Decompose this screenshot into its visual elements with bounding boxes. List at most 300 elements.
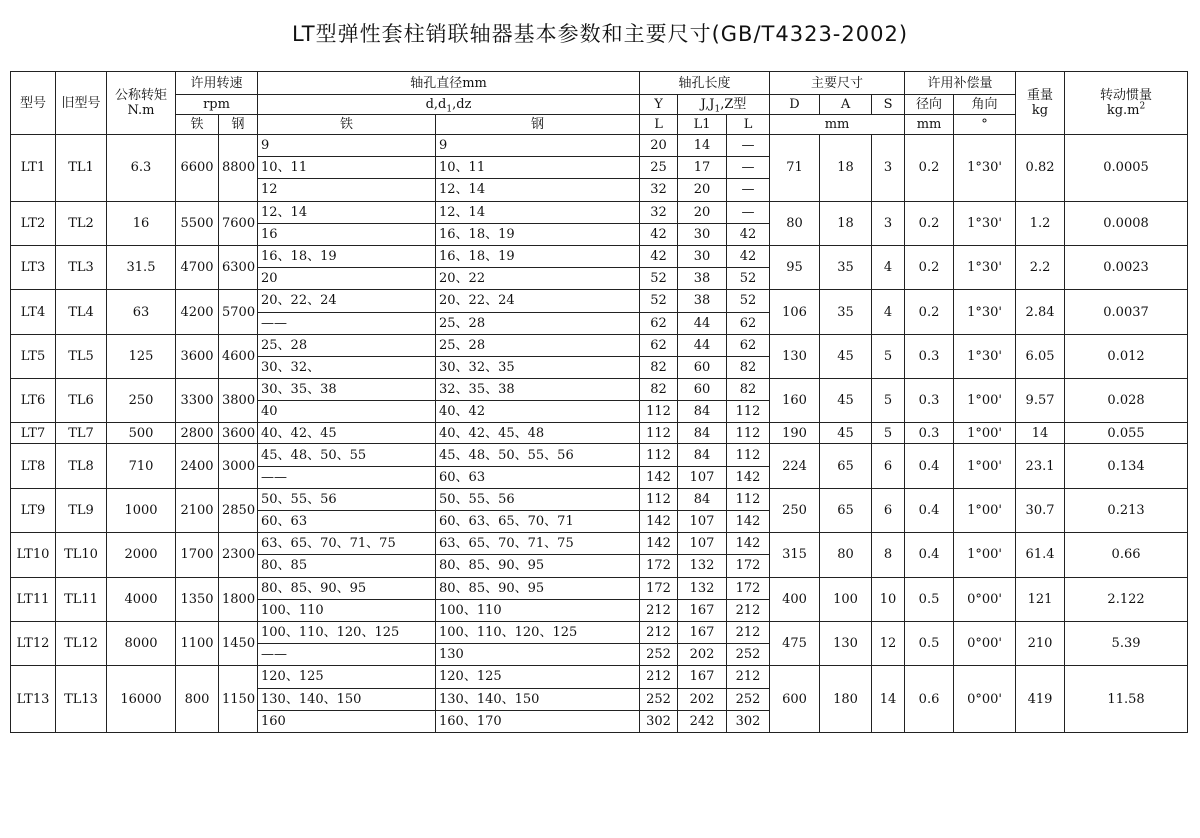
cell-model: LT13 <box>11 666 56 733</box>
cell-weight: 1.2 <box>1016 201 1065 245</box>
cell-torque: 6.3 <box>107 135 176 202</box>
cell-weight: 2.84 <box>1016 290 1065 334</box>
cell-length-l: 142 <box>727 511 770 533</box>
cell-length-y: 82 <box>640 379 678 401</box>
cell-old-model: TL10 <box>56 533 107 577</box>
cell-length-j: 60 <box>678 356 727 378</box>
cell-length-j: 167 <box>678 621 727 643</box>
cell-dim-s: 12 <box>872 621 905 665</box>
cell-bore-iron: 30、35、38 <box>258 379 436 401</box>
cell-inertia: 0.66 <box>1065 533 1188 577</box>
cell-angular: 1°00' <box>954 488 1016 532</box>
cell-old-model: TL8 <box>56 444 107 488</box>
cell-inertia: 0.0023 <box>1065 245 1188 289</box>
cell-radial: 0.6 <box>905 666 954 733</box>
cell-dim-s: 5 <box>872 334 905 378</box>
cell-bore-steel: 25、28 <box>436 334 640 356</box>
cell-bore-steel: 40、42、45、48 <box>436 423 640 444</box>
cell-weight: 30.7 <box>1016 488 1065 532</box>
cell-bore-iron: 100、110、120、125 <box>258 621 436 643</box>
cell-length-l: 142 <box>727 533 770 555</box>
cell-bore-iron: 9 <box>258 135 436 157</box>
cell-old-model: TL7 <box>56 423 107 444</box>
cell-bore-iron: 30、32、 <box>258 356 436 378</box>
cell-angular: 0°00' <box>954 577 1016 621</box>
cell-bore-iron: 50、55、56 <box>258 488 436 510</box>
cell-dim-d: 95 <box>770 245 820 289</box>
cell-inertia: 0.0005 <box>1065 135 1188 202</box>
cell-speed-steel: 5700 <box>219 290 258 334</box>
table-row <box>11 666 1188 688</box>
cell-dim-s: 5 <box>872 379 905 423</box>
cell-length-y: 42 <box>640 245 678 267</box>
cell-weight: 419 <box>1016 666 1065 733</box>
cell-angular: 1°30' <box>954 290 1016 334</box>
cell-speed-iron: 1700 <box>176 533 219 577</box>
cell-torque: 1000 <box>107 488 176 532</box>
cell-bore-steel: 100、110、120、125 <box>436 621 640 643</box>
cell-bore-steel: 60、63、65、70、71 <box>436 511 640 533</box>
cell-radial: 0.2 <box>905 135 954 202</box>
cell-bore-steel: 100、110 <box>436 599 640 621</box>
cell-dim-s: 6 <box>872 488 905 532</box>
cell-length-l: — <box>727 201 770 223</box>
cell-speed-iron: 3300 <box>176 379 219 423</box>
cell-model: LT2 <box>11 201 56 245</box>
cell-bore-steel: 160、170 <box>436 710 640 732</box>
cell-inertia: 5.39 <box>1065 621 1188 665</box>
cell-old-model: TL9 <box>56 488 107 532</box>
cell-length-l: 212 <box>727 599 770 621</box>
table-row <box>11 444 1188 466</box>
cell-speed-steel: 2850 <box>219 488 258 532</box>
header-model: 型号 <box>11 72 56 135</box>
cell-inertia: 11.58 <box>1065 666 1188 733</box>
cell-dim-a: 65 <box>820 488 872 532</box>
cell-dim-d: 475 <box>770 621 820 665</box>
cell-length-j: 132 <box>678 555 727 577</box>
cell-length-l: 172 <box>727 555 770 577</box>
cell-dim-d: 130 <box>770 334 820 378</box>
cell-model: LT9 <box>11 488 56 532</box>
cell-dim-s: 6 <box>872 444 905 488</box>
cell-old-model: TL1 <box>56 135 107 202</box>
cell-dim-d: 80 <box>770 201 820 245</box>
cell-speed-steel: 1800 <box>219 577 258 621</box>
cell-torque: 16 <box>107 201 176 245</box>
cell-torque: 250 <box>107 379 176 423</box>
cell-bore-iron: 80、85 <box>258 555 436 577</box>
cell-old-model: TL12 <box>56 621 107 665</box>
header-len-l-y: L <box>640 115 678 135</box>
header-inertia-unit: $kg.m^2$ <box>1106 101 1146 118</box>
table-row <box>11 290 1188 312</box>
cell-length-l: 112 <box>727 488 770 510</box>
cell-length-l: 252 <box>727 644 770 666</box>
cell-old-model: TL2 <box>56 201 107 245</box>
header-len-l1: L1 <box>678 115 727 135</box>
cell-length-y: 112 <box>640 444 678 466</box>
cell-model: LT6 <box>11 379 56 423</box>
table-body <box>11 135 1188 733</box>
cell-speed-steel: 7600 <box>219 201 258 245</box>
cell-radial: 0.4 <box>905 488 954 532</box>
cell-bore-iron: 80、85、90、95 <box>258 577 436 599</box>
cell-old-model: TL5 <box>56 334 107 378</box>
cell-length-l: 172 <box>727 577 770 599</box>
cell-length-l: 42 <box>727 223 770 245</box>
cell-length-y: 82 <box>640 356 678 378</box>
cell-length-j: 242 <box>678 710 727 732</box>
cell-torque: 16000 <box>107 666 176 733</box>
coupling-spec-table <box>10 71 1188 733</box>
cell-torque: 4000 <box>107 577 176 621</box>
header-angular-unit: ° <box>954 115 1016 135</box>
header-weight <box>1016 72 1065 135</box>
cell-dim-s: 4 <box>872 245 905 289</box>
cell-old-model: TL6 <box>56 379 107 423</box>
cell-speed-iron: 800 <box>176 666 219 733</box>
cell-speed-iron: 2100 <box>176 488 219 532</box>
cell-length-l: 112 <box>727 444 770 466</box>
header-dims-unit: mm <box>770 115 905 135</box>
header-speed-unit: rpm <box>176 95 258 115</box>
header-len-l-z: L <box>727 115 770 135</box>
cell-speed-iron: 5500 <box>176 201 219 245</box>
cell-length-y: 142 <box>640 466 678 488</box>
cell-torque: 31.5 <box>107 245 176 289</box>
cell-weight: 2.2 <box>1016 245 1065 289</box>
cell-dim-a: 45 <box>820 379 872 423</box>
cell-length-j: 38 <box>678 268 727 290</box>
cell-dim-a: 35 <box>820 290 872 334</box>
cell-length-l: 212 <box>727 621 770 643</box>
cell-length-y: 42 <box>640 223 678 245</box>
cell-length-j: 17 <box>678 157 727 179</box>
cell-model: LT11 <box>11 577 56 621</box>
cell-bore-iron: 10、11 <box>258 157 436 179</box>
cell-length-y: 52 <box>640 290 678 312</box>
header-bore-symbols: $d,d_1,dz$ <box>258 95 640 115</box>
cell-model: LT4 <box>11 290 56 334</box>
cell-dim-a: 45 <box>820 423 872 444</box>
cell-dim-d: 400 <box>770 577 820 621</box>
cell-weight: 121 <box>1016 577 1065 621</box>
header-radial-unit: mm <box>905 115 954 135</box>
cell-dim-a: 18 <box>820 135 872 202</box>
table-row <box>11 577 1188 599</box>
cell-dim-d: 600 <box>770 666 820 733</box>
cell-length-y: 212 <box>640 666 678 688</box>
cell-speed-steel: 2300 <box>219 533 258 577</box>
cell-length-y: 62 <box>640 312 678 334</box>
cell-bore-steel: 16、18、19 <box>436 245 640 267</box>
cell-model: LT7 <box>11 423 56 444</box>
cell-weight: 61.4 <box>1016 533 1065 577</box>
cell-speed-iron: 2400 <box>176 444 219 488</box>
cell-dim-a: 18 <box>820 201 872 245</box>
cell-length-y: 62 <box>640 334 678 356</box>
cell-speed-steel: 3600 <box>219 423 258 444</box>
cell-dim-s: 3 <box>872 135 905 202</box>
cell-radial: 0.2 <box>905 290 954 334</box>
cell-inertia: 2.122 <box>1065 577 1188 621</box>
header-bore-diameter: 轴孔直径mm <box>258 72 640 95</box>
cell-dim-s: 4 <box>872 290 905 334</box>
cell-length-y: 252 <box>640 644 678 666</box>
header-speed-iron: 铁 <box>176 115 219 135</box>
header-old-model: 旧型号 <box>56 72 107 135</box>
cell-speed-iron: 6600 <box>176 135 219 202</box>
cell-old-model: TL13 <box>56 666 107 733</box>
cell-bore-iron: 60、63 <box>258 511 436 533</box>
cell-length-j: 107 <box>678 466 727 488</box>
cell-bore-iron: 16、18、19 <box>258 245 436 267</box>
table-row <box>11 135 1188 157</box>
header-bore-steel: 钢 <box>436 115 640 135</box>
cell-bore-iron: 20 <box>258 268 436 290</box>
cell-bore-iron: —— <box>258 312 436 334</box>
cell-speed-iron: 4200 <box>176 290 219 334</box>
cell-angular: 1°00' <box>954 423 1016 444</box>
cell-length-l: 112 <box>727 423 770 444</box>
cell-length-y: 20 <box>640 135 678 157</box>
header-weight-unit: kg <box>1031 103 1049 118</box>
table-header <box>11 72 1188 135</box>
header-main-dims: 主要尺寸 <box>770 72 905 95</box>
cell-length-j: 132 <box>678 577 727 599</box>
cell-length-y: 212 <box>640 599 678 621</box>
cell-dim-a: 180 <box>820 666 872 733</box>
cell-dim-d: 106 <box>770 290 820 334</box>
header-inertia-label: 转动惯量 <box>1100 88 1153 103</box>
cell-length-y: 142 <box>640 511 678 533</box>
cell-length-l: 252 <box>727 688 770 710</box>
cell-dim-a: 65 <box>820 444 872 488</box>
cell-speed-steel: 3000 <box>219 444 258 488</box>
header-len-j: $J,J_1,Z$型 <box>678 95 770 115</box>
cell-bore-steel: 32、35、38 <box>436 379 640 401</box>
cell-dim-d: 160 <box>770 379 820 423</box>
cell-length-l: 52 <box>727 290 770 312</box>
cell-angular: 1°30' <box>954 201 1016 245</box>
cell-model: LT10 <box>11 533 56 577</box>
cell-bore-iron: 20、22、24 <box>258 290 436 312</box>
cell-length-y: 142 <box>640 533 678 555</box>
cell-bore-steel: 80、85、90、95 <box>436 577 640 599</box>
cell-angular: 0°00' <box>954 621 1016 665</box>
cell-length-j: 44 <box>678 334 727 356</box>
cell-length-j: 30 <box>678 223 727 245</box>
table-row <box>11 423 1188 444</box>
cell-speed-iron: 2800 <box>176 423 219 444</box>
cell-length-y: 212 <box>640 621 678 643</box>
cell-length-j: 14 <box>678 135 727 157</box>
cell-length-l: 62 <box>727 334 770 356</box>
cell-angular: 1°00' <box>954 533 1016 577</box>
header-dim-s: S <box>872 95 905 115</box>
cell-radial: 0.2 <box>905 245 954 289</box>
cell-length-l: 142 <box>727 466 770 488</box>
cell-length-y: 52 <box>640 268 678 290</box>
cell-dim-a: 100 <box>820 577 872 621</box>
header-bore-iron: 铁 <box>258 115 436 135</box>
cell-bore-iron: 160 <box>258 710 436 732</box>
cell-angular: 1°30' <box>954 135 1016 202</box>
header-dim-a: A <box>820 95 872 115</box>
header-speed: 许用转速 <box>176 72 258 95</box>
cell-weight: 210 <box>1016 621 1065 665</box>
cell-bore-steel: 12、14 <box>436 201 640 223</box>
cell-radial: 0.5 <box>905 621 954 665</box>
cell-torque: 500 <box>107 423 176 444</box>
cell-bore-iron: 25、28 <box>258 334 436 356</box>
table-row <box>11 201 1188 223</box>
cell-inertia: 0.055 <box>1065 423 1188 444</box>
cell-length-y: 112 <box>640 401 678 423</box>
cell-dim-a: 45 <box>820 334 872 378</box>
cell-dim-d: 71 <box>770 135 820 202</box>
cell-bore-iron: 63、65、70、71、75 <box>258 533 436 555</box>
cell-length-l: 52 <box>727 268 770 290</box>
cell-length-j: 20 <box>678 179 727 201</box>
cell-length-y: 112 <box>640 423 678 444</box>
cell-length-j: 84 <box>678 444 727 466</box>
cell-radial: 0.2 <box>905 201 954 245</box>
header-dim-d: D <box>770 95 820 115</box>
cell-torque: 125 <box>107 334 176 378</box>
cell-dim-d: 190 <box>770 423 820 444</box>
cell-dim-s: 10 <box>872 577 905 621</box>
table-row <box>11 334 1188 356</box>
cell-inertia: 0.0037 <box>1065 290 1188 334</box>
document-title: LT型弹性套柱销联轴器基本参数和主要尺寸(GB/T4323-2002) <box>291 22 909 46</box>
cell-length-j: 44 <box>678 312 727 334</box>
cell-length-l: 112 <box>727 401 770 423</box>
cell-bore-iron: —— <box>258 466 436 488</box>
cell-old-model: TL11 <box>56 577 107 621</box>
cell-bore-steel: 12、14 <box>436 179 640 201</box>
cell-radial: 0.5 <box>905 577 954 621</box>
cell-inertia: 0.213 <box>1065 488 1188 532</box>
cell-model: LT8 <box>11 444 56 488</box>
cell-length-j: 202 <box>678 688 727 710</box>
cell-dim-d: 315 <box>770 533 820 577</box>
cell-bore-steel: 130、140、150 <box>436 688 640 710</box>
cell-length-j: 167 <box>678 666 727 688</box>
cell-length-l: — <box>727 135 770 157</box>
header-torque: 公称转矩N.m <box>107 72 176 135</box>
cell-length-j: 60 <box>678 379 727 401</box>
cell-torque: 2000 <box>107 533 176 577</box>
cell-bore-steel: 20、22 <box>436 268 640 290</box>
cell-weight: 9.57 <box>1016 379 1065 423</box>
cell-bore-iron: —— <box>258 644 436 666</box>
header-angular: 角向 <box>954 95 1016 115</box>
table-row <box>11 621 1188 643</box>
cell-model: LT3 <box>11 245 56 289</box>
cell-length-l: — <box>727 157 770 179</box>
cell-dim-d: 250 <box>770 488 820 532</box>
header-inertia <box>1065 72 1188 135</box>
cell-radial: 0.4 <box>905 533 954 577</box>
cell-model: LT5 <box>11 334 56 378</box>
cell-bore-iron: 100、110 <box>258 599 436 621</box>
cell-bore-steel: 130 <box>436 644 640 666</box>
cell-length-y: 25 <box>640 157 678 179</box>
cell-speed-steel: 1150 <box>219 666 258 733</box>
cell-dim-a: 130 <box>820 621 872 665</box>
cell-old-model: TL4 <box>56 290 107 334</box>
cell-weight: 14 <box>1016 423 1065 444</box>
cell-length-j: 20 <box>678 201 727 223</box>
cell-radial: 0.3 <box>905 334 954 378</box>
cell-radial: 0.3 <box>905 423 954 444</box>
cell-bore-steel: 20、22、24 <box>436 290 640 312</box>
cell-length-l: — <box>727 179 770 201</box>
cell-inertia: 0.012 <box>1065 334 1188 378</box>
cell-radial: 0.3 <box>905 379 954 423</box>
cell-bore-iron: 40、42、45 <box>258 423 436 444</box>
cell-inertia: 0.0008 <box>1065 201 1188 245</box>
cell-length-l: 82 <box>727 356 770 378</box>
cell-torque: 8000 <box>107 621 176 665</box>
cell-old-model: TL3 <box>56 245 107 289</box>
cell-weight: 23.1 <box>1016 444 1065 488</box>
cell-angular: 1°30' <box>954 334 1016 378</box>
cell-bore-steel: 9 <box>436 135 640 157</box>
cell-length-y: 172 <box>640 577 678 599</box>
cell-weight: 6.05 <box>1016 334 1065 378</box>
cell-bore-steel: 16、18、19 <box>436 223 640 245</box>
cell-length-y: 32 <box>640 201 678 223</box>
cell-bore-steel: 60、63 <box>436 466 640 488</box>
cell-angular: 0°00' <box>954 666 1016 733</box>
cell-length-j: 167 <box>678 599 727 621</box>
cell-length-l: 62 <box>727 312 770 334</box>
cell-dim-s: 14 <box>872 666 905 733</box>
cell-speed-iron: 4700 <box>176 245 219 289</box>
cell-speed-steel: 1450 <box>219 621 258 665</box>
cell-length-y: 252 <box>640 688 678 710</box>
cell-bore-iron: 12、14 <box>258 201 436 223</box>
cell-dim-s: 5 <box>872 423 905 444</box>
cell-speed-steel: 8800 <box>219 135 258 202</box>
cell-bore-steel: 25、28 <box>436 312 640 334</box>
cell-length-j: 30 <box>678 245 727 267</box>
cell-bore-steel: 63、65、70、71、75 <box>436 533 640 555</box>
cell-length-j: 38 <box>678 290 727 312</box>
table-row <box>11 488 1188 510</box>
cell-bore-steel: 40、42 <box>436 401 640 423</box>
header-weight-label: 重量 <box>1027 88 1054 103</box>
cell-bore-steel: 120、125 <box>436 666 640 688</box>
cell-weight: 0.82 <box>1016 135 1065 202</box>
cell-bore-iron: 40 <box>258 401 436 423</box>
cell-bore-steel: 50、55、56 <box>436 488 640 510</box>
cell-dim-a: 80 <box>820 533 872 577</box>
cell-bore-steel: 10、11 <box>436 157 640 179</box>
header-len-y: Y <box>640 95 678 115</box>
cell-length-y: 172 <box>640 555 678 577</box>
cell-bore-iron: 12 <box>258 179 436 201</box>
cell-length-l: 42 <box>727 245 770 267</box>
table-row <box>11 245 1188 267</box>
cell-length-y: 302 <box>640 710 678 732</box>
cell-length-y: 32 <box>640 179 678 201</box>
cell-speed-iron: 3600 <box>176 334 219 378</box>
cell-radial: 0.4 <box>905 444 954 488</box>
